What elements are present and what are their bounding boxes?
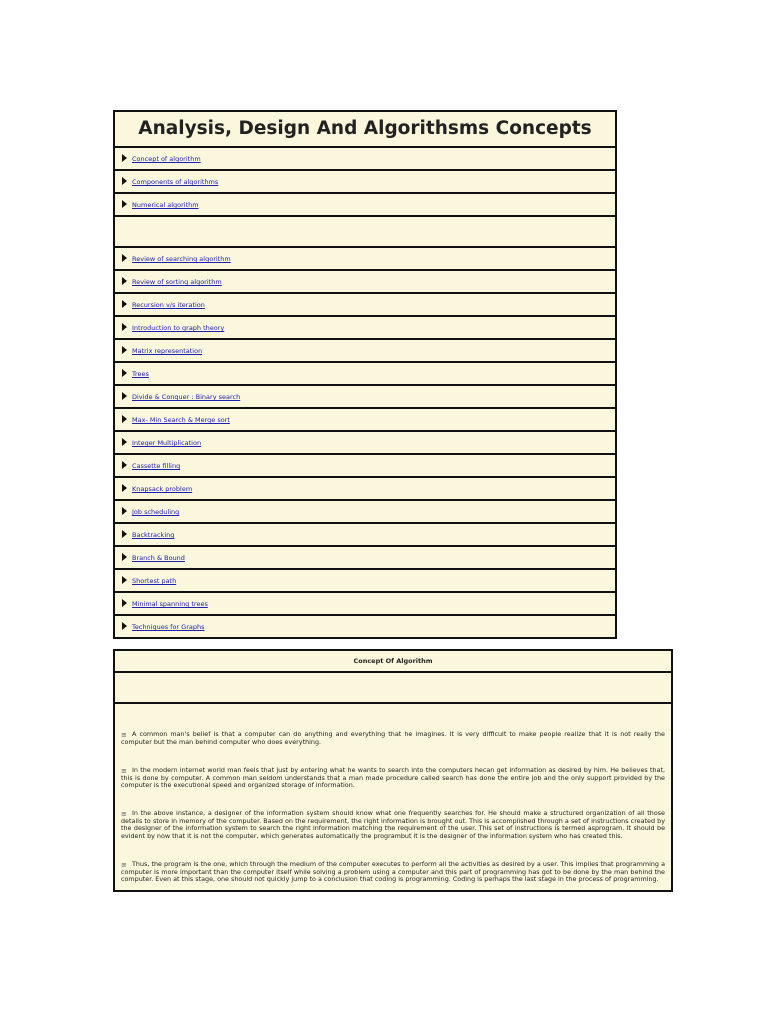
article-paragraph (121, 731, 665, 747)
paragraph-text: In the modern internet world man feels that just by entering what he wants to search into the computers hecan get information as desired by him. He believes that, this is done by computer. A common man seldom understands that a man made procedure called search has done the entire job and the only support provided by the computer is the executional speed and organized storage of information. (121, 765, 665, 790)
toc-row (115, 524, 615, 547)
toc-row (115, 171, 615, 194)
triangle-bullet-icon (122, 200, 127, 208)
toc-link-recursion-iteration[interactable]: Recursion v/s iteration (132, 301, 205, 309)
toc-row (115, 317, 615, 340)
triangle-bullet-icon (122, 484, 127, 492)
toc-row (115, 570, 615, 593)
toc-link-cassette-filling[interactable]: Cassette filling (132, 462, 181, 470)
toc-link-max-min-merge[interactable]: Max- Min Search & Merge sort (132, 416, 230, 424)
toc-link-components-of-algorithms[interactable]: Components of algorithms (132, 178, 219, 186)
toc-row (115, 593, 615, 616)
toc-row (115, 340, 615, 363)
toc-row (115, 432, 615, 455)
toc-row (115, 148, 615, 171)
toc-link-numerical-algorithm[interactable]: Numerical algorithm (132, 201, 199, 209)
toc-link-job-scheduling[interactable]: Job scheduling (132, 508, 180, 516)
list-bullet-icon: ≡ (121, 809, 127, 818)
toc-row (115, 386, 615, 409)
toc-title: Analysis, Design And Algorithsms Concepts (115, 112, 615, 148)
toc-link-trees[interactable]: Trees (132, 370, 149, 378)
article-title: Concept Of Algorithm (115, 651, 671, 673)
toc-link-integer-multiplication[interactable]: Integer Multiplication (132, 439, 202, 447)
toc-link-knapsack[interactable]: Knapsack problem (132, 485, 193, 493)
triangle-bullet-icon (122, 254, 127, 262)
triangle-bullet-icon (122, 576, 127, 584)
toc-row (115, 294, 615, 317)
toc-row (115, 409, 615, 432)
toc-link-graph-theory[interactable]: Introduction to graph theory (132, 324, 225, 332)
toc-link-graph-techniques[interactable]: Techniques for Graphs (132, 623, 205, 631)
toc-link-shortest-path[interactable]: Shortest path (132, 577, 177, 585)
triangle-bullet-icon (122, 553, 127, 561)
article-paragraph (121, 810, 665, 841)
toc-row (115, 363, 615, 386)
triangle-bullet-icon (122, 277, 127, 285)
toc-link-backtracking[interactable]: Backtracking (132, 531, 175, 539)
triangle-bullet-icon (122, 599, 127, 607)
toc-row (115, 547, 615, 570)
toc-row (115, 248, 615, 271)
toc-link-matrix-representation[interactable]: Matrix representation (132, 347, 203, 355)
triangle-bullet-icon (122, 622, 127, 630)
toc-row (115, 455, 615, 478)
article-body (115, 704, 671, 890)
article-table (113, 649, 673, 892)
triangle-bullet-icon (122, 415, 127, 423)
toc-row (115, 616, 615, 637)
triangle-bullet-icon (122, 507, 127, 515)
list-bullet-icon: ≡ (121, 766, 127, 775)
toc-link-minimal-spanning-trees[interactable]: Minimal spanning trees (132, 600, 208, 608)
triangle-bullet-icon (122, 461, 127, 469)
toc-row-blank (115, 217, 615, 248)
toc-link-branch-bound[interactable]: Branch & Bound (132, 554, 185, 562)
triangle-bullet-icon (122, 300, 127, 308)
paragraph-text: A common man's belief is that a computer can do anything and everything that he imagines. It is very difficult to make people realize that it is not really the computer but the man behind computer who does everything. (121, 730, 665, 746)
triangle-bullet-icon (122, 530, 127, 538)
triangle-bullet-icon (122, 323, 127, 331)
toc-table (113, 110, 617, 639)
paragraph-text: In the above instance, a designer of the information system should know what one frequently searches for. He should make a structured organization of all those details to store in memory of the computer. Based on the requirement, the right information is brought out. This is accomplished through a set of instructions created by the designer of the information system to search the right information matching the requirement of the user. This set of instructions is termed asprogram. It should be evident by now that it is not the computer, which generates automatically the programbut it is the designer of the information system who has created this. (121, 808, 665, 840)
paragraph-text: Thus, the program is the one, which through the medium of the computer executes to perform all the activities as desired by a user. This implies that programming a computer is more important than the computer itself while solving a problem using a computer and this part of programming has got to be done by the man behind the computer. Even at this stage, one should not quickly jump to a conclusion that coding is programming. Coding is perhaps the last stage in the process of programming. (121, 859, 665, 884)
article-paragraph (121, 861, 665, 884)
toc-row (115, 478, 615, 501)
list-bullet-icon: ≡ (121, 860, 127, 869)
triangle-bullet-icon (122, 177, 127, 185)
triangle-bullet-icon (122, 346, 127, 354)
toc-link-review-searching[interactable]: Review of searching algorithm (132, 255, 231, 263)
list-bullet-icon: ≡ (121, 731, 127, 739)
toc-link-review-sorting[interactable]: Review of sorting algorithm (132, 278, 222, 286)
toc-row (115, 501, 615, 524)
toc-row (115, 194, 615, 217)
article-blank-row (115, 673, 671, 704)
triangle-bullet-icon (122, 438, 127, 446)
triangle-bullet-icon (122, 392, 127, 400)
toc-link-concept-of-algorithm[interactable]: Concept of algorithm (132, 155, 201, 163)
toc-row (115, 271, 615, 294)
toc-link-binary-search[interactable]: Divide & Conquer : Binary search (132, 393, 241, 401)
triangle-bullet-icon (122, 369, 127, 377)
article-paragraph (121, 767, 665, 790)
triangle-bullet-icon (122, 154, 127, 162)
